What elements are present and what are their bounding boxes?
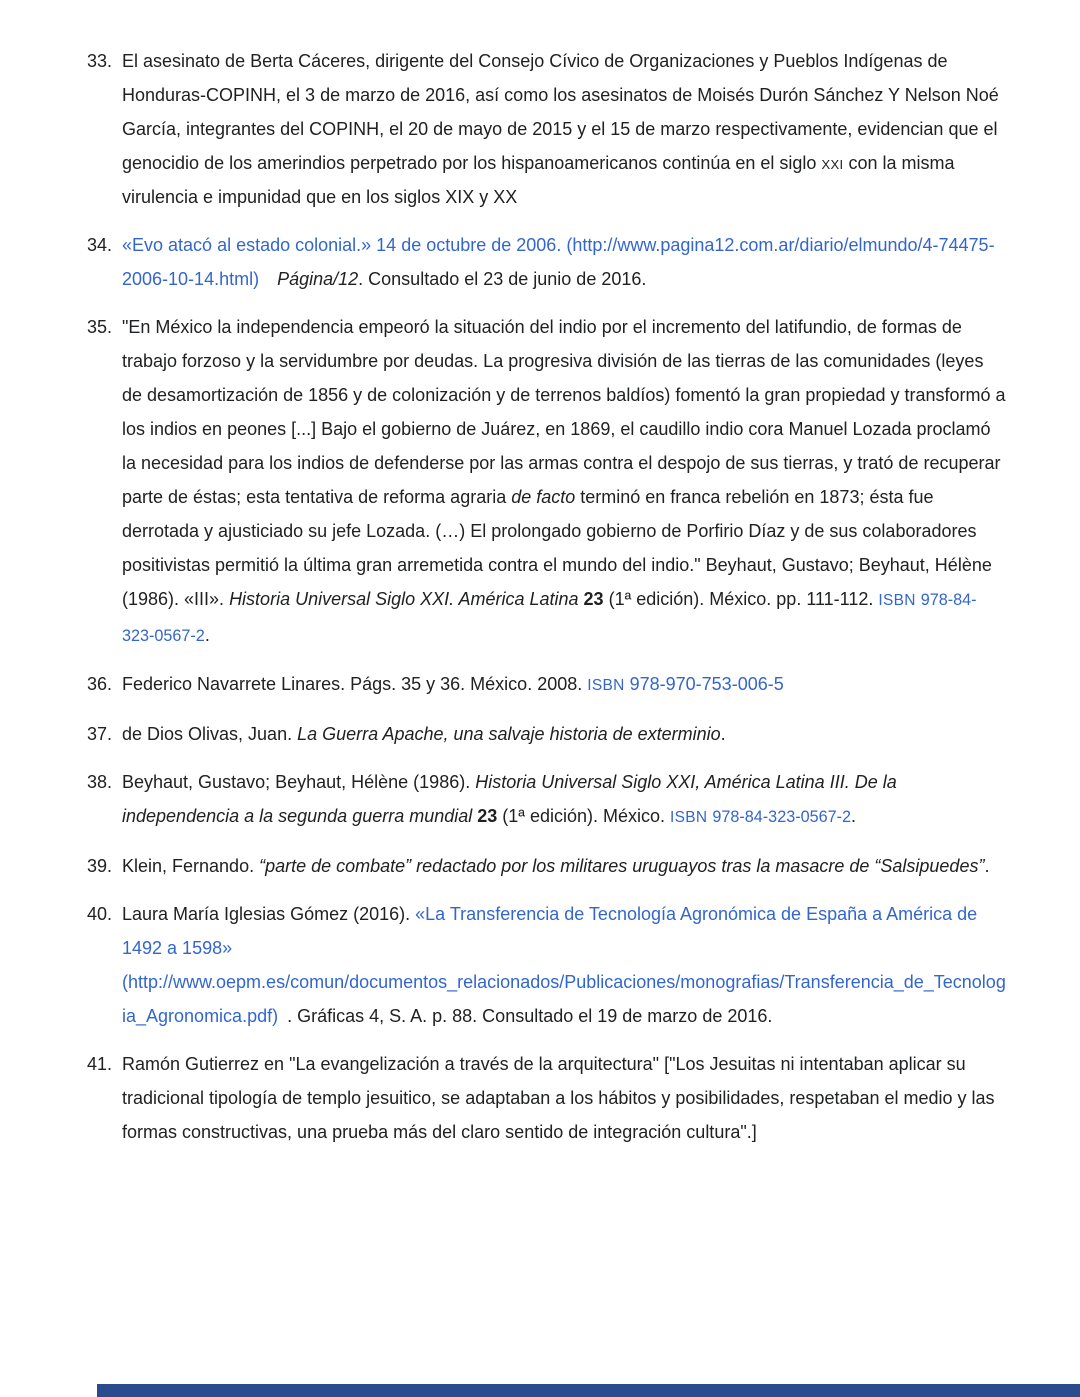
text-run: de facto — [511, 487, 576, 507]
text-run: Ramón Gutierrez en "La evangelización a través de la arquitectura" ["Los Jesuitas ni intentaban aplicar su tradicional tipología de templo jesuitico, se adaptaban a los hábitos y posibilidades, respetaban el medio y las formas constructivas, una prueba más del claro sentido de integración cultura".] — [122, 1054, 995, 1142]
reference-item — [74, 44, 1008, 214]
reference-item — [74, 228, 1008, 296]
reference-number: 39. — [86, 856, 112, 876]
reference-text — [122, 228, 1008, 296]
reference-text — [122, 310, 1008, 653]
reference-number: 34. — [86, 235, 112, 255]
text-run: Klein, Fernando. — [122, 856, 260, 876]
reference-item — [74, 667, 1008, 703]
reference-number: 35. — [86, 317, 112, 337]
reference-item — [74, 1047, 1008, 1149]
text-run: 23 — [472, 806, 498, 826]
isbn-label-link[interactable]: ISBN — [878, 592, 916, 609]
reference-text — [122, 765, 1008, 835]
reference-number: 37. — [86, 724, 112, 744]
text-run: Historia Universal Siglo XXI, América Latina III. De la independencia a la segunda guerra mundial — [122, 772, 897, 826]
reference-item — [74, 310, 1008, 653]
isbn-label-link[interactable]: ISBN — [670, 809, 708, 826]
reference-number: 40. — [86, 904, 112, 924]
text-run — [259, 269, 277, 289]
text-run: . Gráficas 4, S. A. p. 88. Consultado el 19 de marzo de 2016. — [278, 1006, 773, 1026]
isbn-number-link[interactable]: 978-970-753-006-5 — [629, 674, 784, 694]
isbn-label-link[interactable]: ISBN — [587, 677, 625, 694]
text-run: xxi — [821, 153, 844, 173]
reference-number: 36. — [86, 674, 112, 694]
external-link[interactable]: «La Transferencia de Tecnología Agronómica de España a América de 1492 a 1598» (http://www.oepm.es/comun/documentos_relacionados/Publicaciones/monografias/Transferencia_de_Tecnologia_Agronomica.pdf) — [122, 904, 1006, 1026]
reference-number: 41. — [86, 1054, 112, 1074]
reference-text — [122, 1047, 1008, 1149]
text-run: con la misma virulencia e impunidad que en los siglos XIX y XX — [122, 153, 955, 207]
text-run: . — [851, 806, 857, 826]
text-run: "En México la independencia empeoró la situación del indio por el incremento del latifundio, de formas de trabajo forzoso y la servidumbre por deudas. La progresiva división de las tierras de las comunidades (leyes de desamortización de 1856 y de colonización y de terrenos baldíos) fomentó la gran propiedad y transformó a los indios en peones [...] Bajo el gobierno de Juárez, en 1869, el caudillo indio cora Manuel Lozada proclamó la necesidad para los indios de defenderse por las armas contra el despojo de sus tierras, y trató de recuperar parte de éstas; esta tentativa de reforma agraria — [122, 317, 1006, 507]
navbox-header-bar[interactable] — [97, 1384, 1080, 1397]
text-run: La Guerra Apache, una salvaje historia de exterminio — [297, 724, 721, 744]
text-run: Beyhaut, Gustavo; Beyhaut, Hélène (1986). — [122, 772, 476, 792]
text-run: “parte de combate” redactado por los militares uruguayos tras la masacre de “Salsipuedes” — [259, 856, 985, 876]
text-run: (1ª edición). México. — [497, 806, 671, 826]
reference-number: 38. — [86, 772, 112, 792]
text-run: . — [720, 724, 726, 744]
text-run: de Dios Olivas, Juan. — [122, 724, 298, 744]
reference-text — [122, 717, 1008, 751]
reference-item — [74, 849, 1008, 883]
text-run: 23 — [578, 589, 604, 609]
text-run: El asesinato de Berta Cáceres, dirigente del Consejo Cívico de Organizaciones y Pueblos Indígenas de Honduras-COPINH, el 3 de marzo de 2016, así como los asesinatos de Moisés Durón Sánchez Y Nelson Noé García, integrantes del COPINH, el 20 de mayo de 2015 y el 15 de marzo respectivamente, evidencian que el genocidio de los amerindios perpetrado por los hispanoamericanos continúa en el siglo — [122, 51, 999, 173]
reference-text — [122, 44, 1008, 214]
text-run: Página/12 — [277, 269, 359, 289]
reference-text — [122, 849, 1008, 883]
external-link[interactable]: «Evo atacó al estado colonial.» 14 de octubre de 2006. (http://www.pagina12.com.ar/diario/elmundo/4-74475-2006-10-14.html) — [122, 235, 995, 289]
isbn-number-link[interactable]: 978-84-323-0567-2 — [712, 808, 851, 826]
text-run: Federico Navarrete Linares. Págs. 35 y 36. México. 2008. — [122, 674, 588, 694]
text-run: terminó en franca rebelión en 1873; ésta fue derrotada y ajusticiado su jefe Lozada. (…) El prolongado gobierno de Porfirio Díaz y de sus colaboradores positivistas permitió la última gran arremetida contra el mundo del indio." Beyhaut, Gustavo; Beyhaut, Hélène (1986). «III». — [122, 487, 992, 609]
text-run: Laura María Iglesias Gómez (2016). — [122, 904, 416, 924]
reference-text — [122, 897, 1008, 1033]
text-run: . — [984, 856, 990, 876]
reference-item — [74, 897, 1008, 1033]
reference-item — [74, 765, 1008, 835]
text-run: . Consultado el 23 de junio de 2016. — [358, 269, 647, 289]
reference-number: 33. — [86, 51, 112, 71]
reference-item — [74, 717, 1008, 751]
text-run: . — [204, 625, 210, 645]
reference-text — [122, 667, 1008, 703]
isbn-number-link[interactable]: 978-84-323-0567-2 — [122, 591, 977, 645]
text-run: (1ª edición). México. pp. 111-112. — [603, 589, 879, 609]
text-run: Historia Universal Siglo XXI. América Latina — [229, 589, 579, 609]
